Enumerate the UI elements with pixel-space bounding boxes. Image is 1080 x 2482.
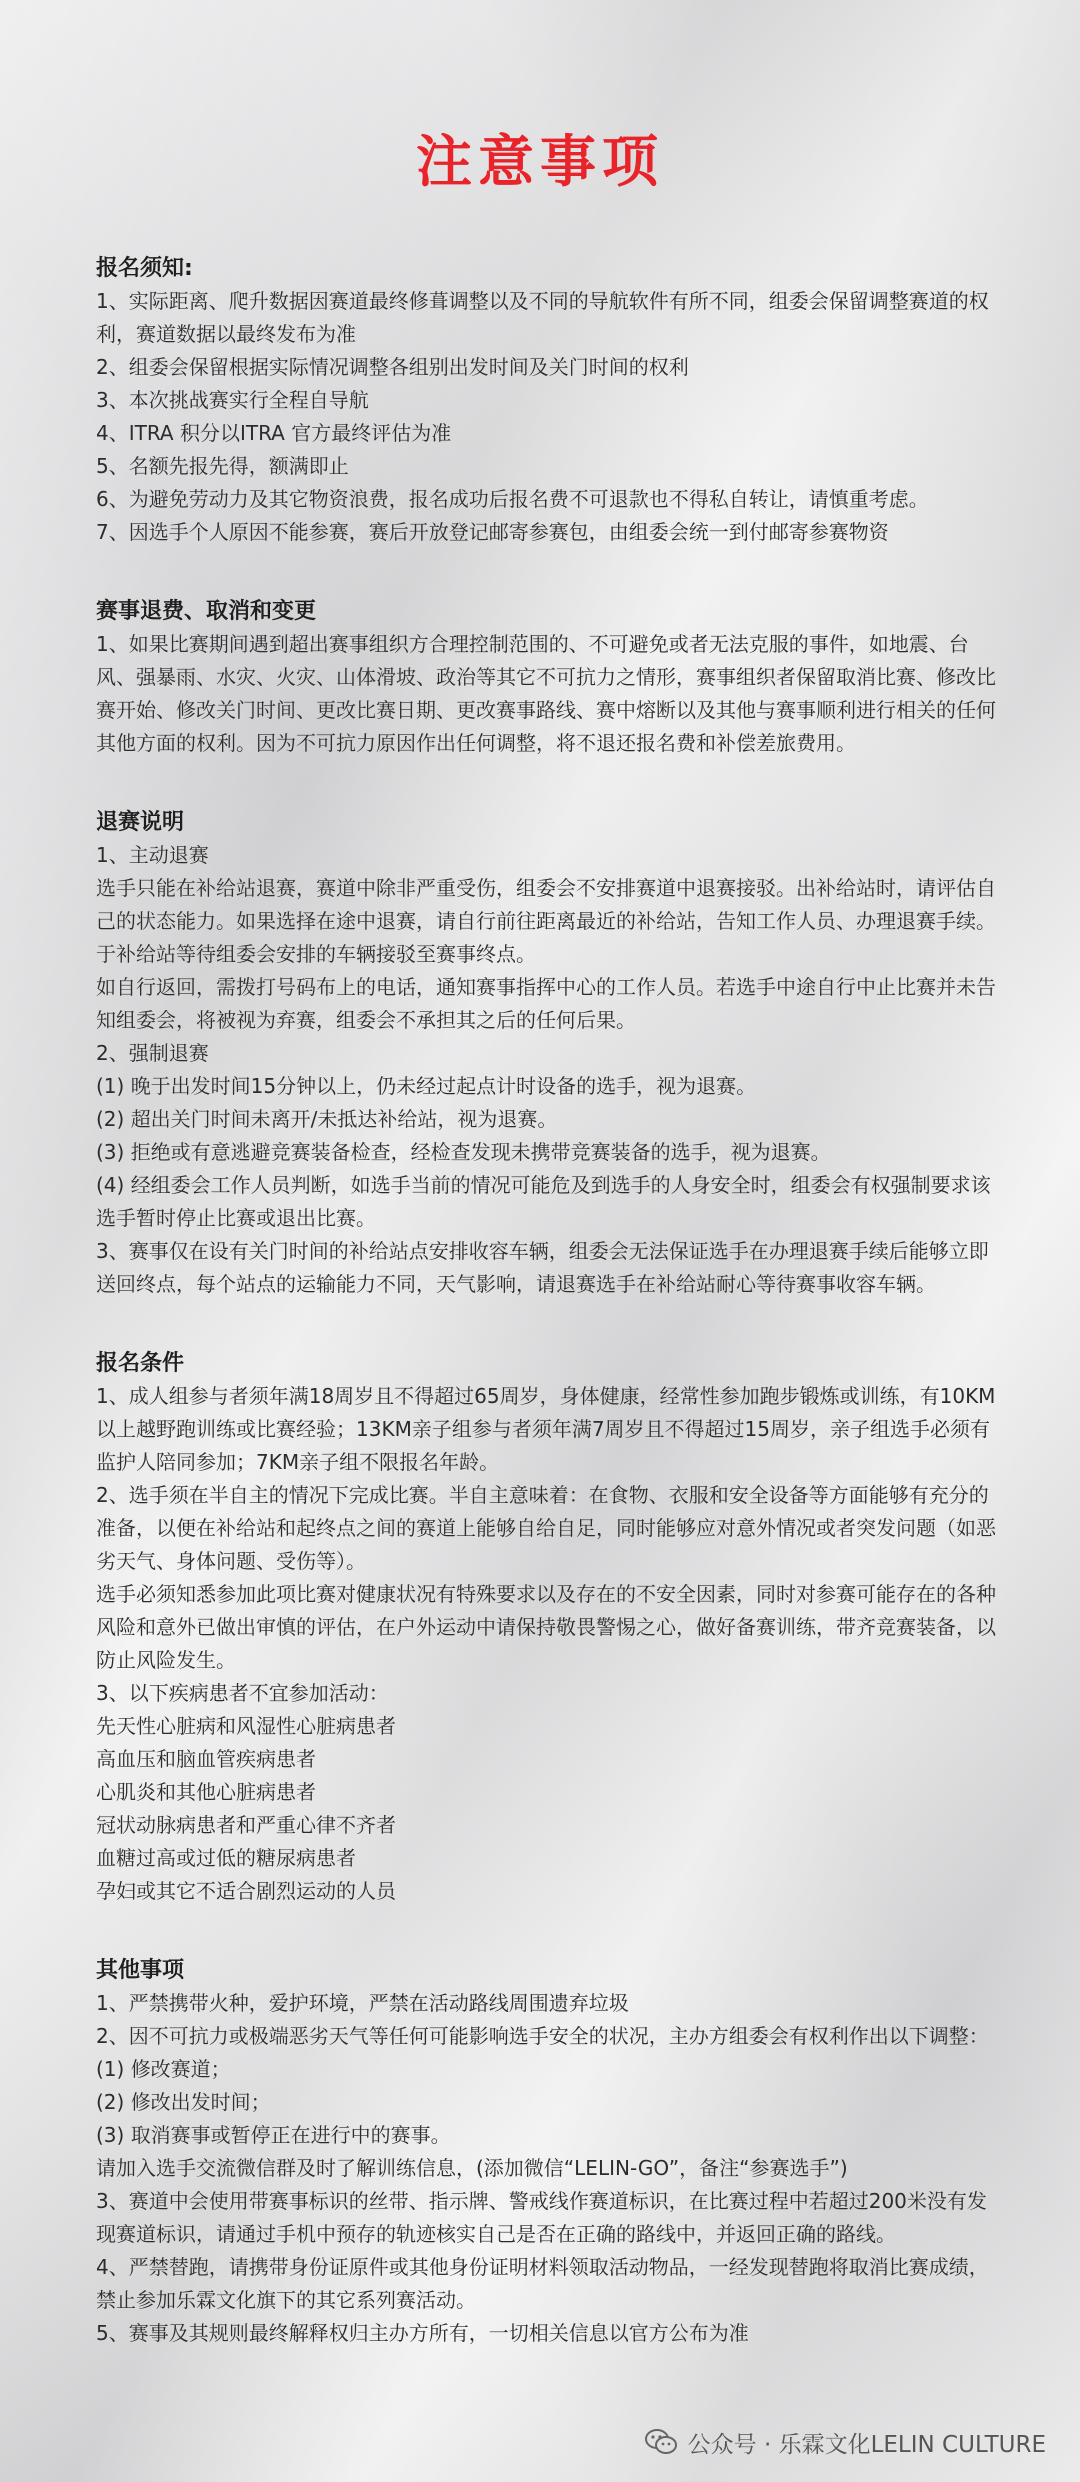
- section-line: 冠状动脉病患者和严重心律不齐者: [96, 1813, 396, 1837]
- section-line: 请加入选手交流微信群及时了解训练信息，(添加微信“LELIN-GO”，备注“参赛选手”): [96, 2156, 848, 2180]
- section-line: 1、严禁携带火种，爱护环境，严禁在活动路线周围遗弃垃圾: [96, 1991, 629, 2015]
- section-heading: 赛事退费、取消和变更: [96, 599, 317, 624]
- section-line: (2) 超出关门时间未离开/未抵达补给站，视为退赛。: [96, 1107, 558, 1131]
- section-line: 6、为避免劳动力及其它物资浪费，报名成功后报名费不可退款也不得私自转让，请慎重考虑。: [96, 487, 929, 511]
- section-line: 2、强制退赛: [96, 1041, 209, 1065]
- section-line: 5、赛事及其规则最终解释权归主办方所有，一切相关信息以官方公布为准: [96, 2321, 749, 2345]
- section: [96, 806, 996, 1301]
- section-line: 5、名额先报先得，额满即止: [96, 454, 349, 478]
- section-line: 孕妇或其它不适合剧烈运动的人员: [96, 1879, 396, 1903]
- section-line: 心肌炎和其他心脏病患者: [96, 1780, 316, 1804]
- section-line: 先天性心脏病和风湿性心脏病患者: [96, 1714, 396, 1738]
- section-line: 3、赛道中会使用带赛事标识的丝带、指示牌、警戒线作赛道标识，在比赛过程中若超过200米没有发现赛道标识，请通过手机中预存的轨迹核实自己是否在正确的路线中，并返回正确的路线。: [96, 2189, 987, 2246]
- section-line: 如自行返回，需拨打号码布上的电话，通知赛事指挥中心的工作人员。若选手中途自行中止比赛并未告知组委会，将被视为弃赛，组委会不承担其之后的任何后果。: [96, 975, 996, 1032]
- section-line: (4) 经组委会工作人员判断，如选手当前的情况可能危及到选手的人身安全时，组委会有权强制要求该选手暂时停止比赛或退出比赛。: [96, 1173, 991, 1230]
- content: [96, 252, 996, 2396]
- section-heading: 退赛说明: [96, 810, 185, 835]
- section-line: 2、因不可抗力或极端恶劣天气等任何可能影响选手安全的状况，主办方组委会有权利作出以下调整：: [96, 2024, 989, 2048]
- section-line: 1、主动退赛: [96, 843, 209, 867]
- section-line: (1) 修改赛道；: [96, 2057, 231, 2081]
- page-title: 注意事项: [416, 130, 664, 195]
- footer-watermark: [644, 2422, 1046, 2462]
- section-line: 4、ITRA 积分以ITRA 官方最终评估为准: [96, 421, 452, 445]
- section-line: 3、赛事仅在设有关门时间的补给站点安排收容车辆，组委会无法保证选手在办理退赛手续后能够立即送回终点，每个站点的运输能力不同，天气影响，请退赛选手在补给站耐心等待赛事收容车辆。: [96, 1239, 989, 1296]
- section-line: (3) 取消赛事或暂停正在进行中的赛事。: [96, 2123, 451, 2147]
- section-line: 选手必须知悉参加此项比赛对健康状况有特殊要求以及存在的不安全因素，同时对参赛可能存在的各种风险和意外已做出审慎的评估，在户外运动中请保持敬畏警惕之心，做好备赛训练，带齐竞赛装备，以防止风险发生。: [96, 1582, 996, 1672]
- section: [96, 1347, 996, 1908]
- section-line: 7、因选手个人原因不能参赛，赛后开放登记邮寄参赛包，由组委会统一到付邮寄参赛物资: [96, 520, 889, 544]
- section-line: 2、组委会保留根据实际情况调整各组别出发时间及关门时间的权利: [96, 355, 689, 379]
- section: [96, 1954, 996, 2350]
- section-line: (3) 拒绝或有意逃避竞赛装备检查，经检查发现未携带竞赛装备的选手，视为退赛。: [96, 1140, 831, 1164]
- section-line: 1、实际距离、爬升数据因赛道最终修葺调整以及不同的导航软件有所不同，组委会保留调整赛道的权利，赛道数据以最终发布为准: [96, 289, 989, 346]
- section-line: 1、如果比赛期间遇到超出赛事组织方合理控制范围的、不可避免或者无法克服的事件，如地震、台风、强暴雨、水灾、火灾、山体滑坡、政治等其它不可抗力之情形，赛事组织者保留取消比赛、修改比赛开始、修改关门时间、更改比赛日期、更改赛事路线、赛中熔断以及其他与赛事顺利进行相关的任何其他方面的权利。因为不可抗力原因作出任何调整，将不退还报名费和补偿差旅费用。: [96, 632, 996, 755]
- section-line: 血糖过高或过低的糖尿病患者: [96, 1846, 356, 1870]
- section: [96, 252, 996, 549]
- section-line: 3、本次挑战赛实行全程自导航: [96, 388, 369, 412]
- section-line: 3、以下疾病患者不宜参加活动：: [96, 1681, 389, 1705]
- wechat-icon: [644, 2427, 678, 2457]
- section-heading: 报名须知:: [96, 256, 193, 281]
- section-line: 选手只能在补给站退赛，赛道中除非严重受伤，组委会不安排赛道中退赛接驳。出补给站时，请评估自己的状态能力。如果选择在途中退赛，请自行前往距离最近的补给站，告知工作人员、办理退赛手续。于补给站等待组委会安排的车辆接驳至赛事终点。: [96, 876, 996, 966]
- section-line: 高血压和脑血管疾病患者: [96, 1747, 316, 1771]
- section-line: 2、选手须在半自主的情况下完成比赛。半自主意味着：在食物、衣服和安全设备等方面能够有充分的准备，以便在补给站和起终点之间的赛道上能够自给自足，同时能够应对意外情况或者突发问题（如恶劣天气、身体问题、受伤等）。: [96, 1483, 996, 1573]
- section-heading: 其他事项: [96, 1958, 185, 1983]
- section: [96, 595, 996, 760]
- section-heading: 报名条件: [96, 1351, 185, 1376]
- section-line: (1) 晚于出发时间15分钟以上，仍未经过起点计时设备的选手，视为退赛。: [96, 1074, 757, 1098]
- section-line: 4、严禁替跑，请携带身份证原件或其他身份证明材料领取活动物品，一经发现替跑将取消比赛成绩，禁止参加乐霖文化旗下的其它系列赛活动。: [96, 2255, 989, 2312]
- section-line: (2) 修改出发时间；: [96, 2090, 271, 2114]
- footer-text: 公众号 · 乐霖文化LELIN CULTURE: [687, 2431, 1046, 2458]
- section-line: 1、成人组参与者须年满18周岁且不得超过65周岁，身体健康，经常性参加跑步锻炼或训练，有10KM以上越野跑训练或比赛经验；13KM亲子组参与者须年满7周岁且不得超过15周岁，亲子组选手必须有监护人陪同参加；7KM亲子组不限报名年龄。: [96, 1384, 996, 1474]
